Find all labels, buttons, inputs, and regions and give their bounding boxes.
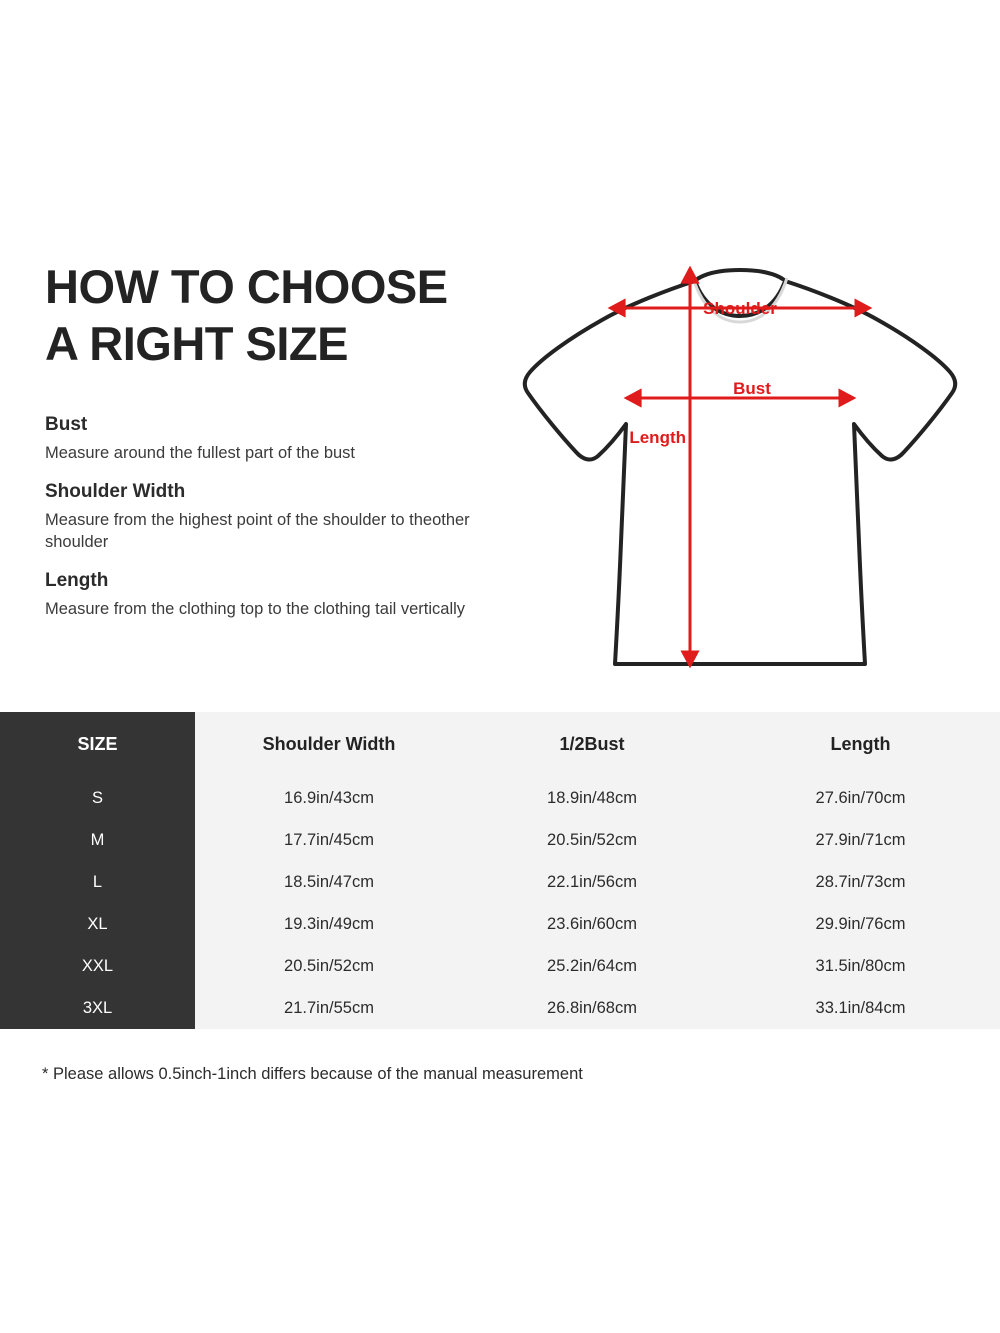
table-row <box>0 819 1000 861</box>
table-row <box>0 987 1000 1029</box>
cell-shoulder-width: 16.9in/43cm <box>195 777 463 819</box>
cell-size: XXL <box>0 945 195 987</box>
cell-shoulder-width: 17.7in/45cm <box>195 819 463 861</box>
table-row <box>0 903 1000 945</box>
tshirt-diagram <box>490 236 990 696</box>
measurement-disclaimer: * Please allows 0.5inch-1inch differs because of the manual measurement <box>42 1065 583 1083</box>
cell-length: 31.5in/80cm <box>721 945 1000 987</box>
column-header-half-bust: 1/2Bust <box>463 712 721 777</box>
definition-term: Bust <box>45 414 88 435</box>
page-title-line-1: HOW TO CHOOSE <box>45 260 448 313</box>
definition-description: Measure from the highest point of the shoulder to theother shoulder <box>45 511 470 551</box>
table-row <box>0 861 1000 903</box>
cell-half-bust: 25.2in/64cm <box>463 945 721 987</box>
definition-description: Measure from the clothing top to the clothing tail vertically <box>45 600 466 618</box>
cell-half-bust: 20.5in/52cm <box>463 819 721 861</box>
definition-length <box>45 570 505 620</box>
cell-length: 29.9in/76cm <box>721 903 1000 945</box>
cell-shoulder-width: 18.5in/47cm <box>195 861 463 903</box>
cell-half-bust: 22.1in/56cm <box>463 861 721 903</box>
length-label: Length <box>629 428 686 447</box>
cell-half-bust: 23.6in/60cm <box>463 903 721 945</box>
definitions-list <box>45 414 505 637</box>
definition-shoulder-width <box>45 481 505 553</box>
column-header-size: SIZE <box>0 712 195 777</box>
page-title <box>45 258 515 372</box>
size-table-container <box>0 712 1000 1032</box>
cell-length: 27.9in/71cm <box>721 819 1000 861</box>
cell-length: 28.7in/73cm <box>721 861 1000 903</box>
column-header-length: Length <box>721 712 1000 777</box>
cell-length: 33.1in/84cm <box>721 987 1000 1029</box>
cell-length: 27.6in/70cm <box>721 777 1000 819</box>
cell-half-bust: 18.9in/48cm <box>463 777 721 819</box>
definition-description: Measure around the fullest part of the bust <box>45 444 356 462</box>
cell-size: 3XL <box>0 987 195 1029</box>
size-table <box>0 712 1000 1029</box>
cell-half-bust: 26.8in/68cm <box>463 987 721 1029</box>
table-row <box>0 777 1000 819</box>
bust-label: Bust <box>733 379 771 398</box>
cell-size: M <box>0 819 195 861</box>
definition-term: Shoulder Width <box>45 481 186 502</box>
column-header-shoulder-width: Shoulder Width <box>195 712 463 777</box>
table-row <box>0 945 1000 987</box>
table-header-row <box>0 712 1000 777</box>
definition-bust <box>45 414 505 464</box>
shoulder-label: Shoulder <box>703 299 777 318</box>
definition-term: Length <box>45 570 109 591</box>
tshirt-outline-shape <box>525 270 955 664</box>
cell-shoulder-width: 20.5in/52cm <box>195 945 463 987</box>
cell-size: XL <box>0 903 195 945</box>
cell-shoulder-width: 21.7in/55cm <box>195 987 463 1029</box>
cell-shoulder-width: 19.3in/49cm <box>195 903 463 945</box>
cell-size: L <box>0 861 195 903</box>
page-title-line-2: A RIGHT SIZE <box>45 317 348 370</box>
cell-size: S <box>0 777 195 819</box>
